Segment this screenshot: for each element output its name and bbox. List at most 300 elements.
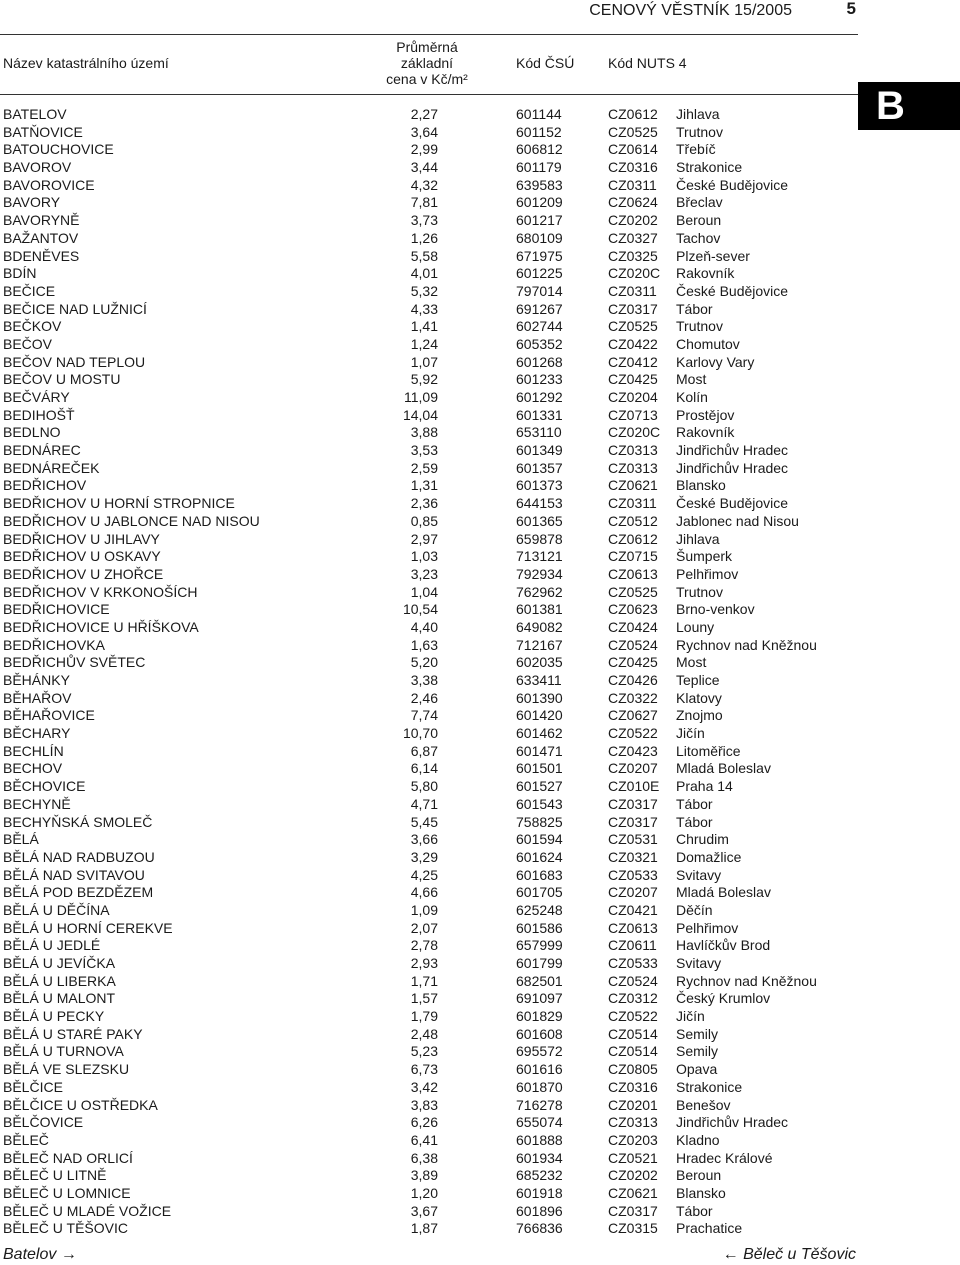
nuts-code: CZ0313 (608, 1114, 658, 1131)
table-row (0, 442, 858, 460)
csu-code: 601829 (516, 1008, 563, 1025)
nuts-code: CZ0713 (608, 406, 658, 423)
cadastral-name: BĚLÁ U LIBERKA (3, 972, 116, 989)
csu-code: 601217 (516, 212, 563, 229)
nuts-code: CZ0315 (608, 1220, 658, 1237)
cadastral-name: BĚCHOVICE (3, 778, 86, 795)
csu-code: 601799 (516, 955, 563, 971)
district-name: Třebíč (676, 141, 716, 158)
district-name: Rychnov nad Kněžnou (676, 972, 817, 989)
csu-code: 601373 (516, 477, 563, 494)
table-row (0, 265, 858, 283)
table-row (0, 159, 858, 177)
district-name: Opava (676, 1061, 718, 1078)
column-headers (0, 38, 858, 92)
base-price: 2,27 (410, 106, 438, 122)
nuts-code: CZ0202 (608, 212, 658, 229)
district-name: Šumperk (676, 548, 733, 565)
footer-last-entry-label: Běleč u Těšovic (743, 1246, 856, 1263)
cadastral-name: BAVOROVICE (3, 176, 95, 193)
table-row (0, 690, 858, 708)
table-row (0, 637, 858, 655)
cadastral-name: BEDŘICHOVICE (3, 601, 110, 618)
cadastral-name: BDÍN (3, 265, 37, 282)
nuts-code: CZ0311 (608, 176, 657, 193)
base-price: 7,81 (410, 194, 438, 211)
table-row (0, 194, 858, 212)
base-price: 2,99 (410, 141, 438, 158)
nuts-code: CZ0525 (608, 123, 658, 140)
table-row (0, 407, 858, 425)
cadastral-name: BECHYNĚ (3, 795, 71, 812)
cadastral-name: BEČVÁRY (3, 389, 70, 405)
nuts-code: CZ0311 (608, 282, 657, 299)
base-price: 3,66 (410, 831, 438, 848)
cadastral-name: BAŽANTOV (3, 229, 79, 246)
cadastral-name: BĚLÁ (3, 831, 39, 848)
table-row (0, 1079, 858, 1097)
base-price: 3,42 (410, 1078, 438, 1095)
nuts-code: CZ0321 (608, 848, 658, 865)
cadastral-name: BĚLÁ NAD RADBUZOU (3, 848, 155, 865)
district-name: Beroun (676, 1167, 722, 1184)
csu-code: 601705 (516, 884, 563, 901)
base-price: 4,40 (410, 618, 438, 635)
district-name: Strakonice (676, 1078, 743, 1095)
cadastral-name: BĚLÁ U DĚČÍNA (3, 901, 110, 918)
table-row (0, 831, 858, 849)
csu-code: 653110 (516, 424, 562, 441)
nuts-code: CZ0524 (608, 972, 658, 989)
cadastral-name: BEDŘICHOV U JABLONCE NAD NISOU (3, 512, 260, 529)
price-table (0, 106, 858, 1238)
csu-code: 601608 (516, 1025, 563, 1042)
header-rule-bottom (0, 94, 858, 95)
table-row (0, 318, 858, 336)
district-name: Znojmo (676, 707, 723, 724)
base-price: 4,25 (410, 866, 438, 883)
district-name: Svitavy (676, 866, 722, 883)
base-price: 4,66 (410, 884, 438, 901)
district-name: Tábor (676, 300, 713, 317)
nuts-code: CZ0611 (608, 937, 657, 954)
csu-code: 601233 (516, 371, 563, 388)
col-header-price-line3: cena v Kč/m² (386, 71, 468, 87)
table-row (0, 814, 858, 832)
col-header-nuts-code: Kód NUTS 4 (608, 55, 687, 71)
table-row (0, 1203, 858, 1221)
base-price: 5,32 (410, 282, 438, 299)
cadastral-name: BĚHAŘOVICE (3, 707, 95, 724)
csu-code: 625248 (516, 901, 563, 918)
district-name: Hradec Králové (676, 1149, 773, 1166)
csu-code: 602035 (516, 654, 563, 671)
base-price: 1,79 (410, 1008, 438, 1025)
district-name: Domažlice (676, 848, 742, 865)
base-price: 1,31 (410, 477, 438, 494)
table-row (0, 867, 858, 885)
nuts-code: CZ0322 (608, 689, 658, 706)
base-price: 3,53 (410, 442, 438, 459)
base-price: 7,74 (410, 707, 438, 724)
district-name: Tábor (676, 795, 713, 812)
district-name: Tachov (676, 229, 721, 246)
csu-code: 601888 (516, 1131, 563, 1148)
district-name: Jičín (676, 1008, 705, 1025)
table-row (0, 920, 858, 938)
nuts-code: CZ0613 (608, 565, 658, 582)
base-price: 1,26 (410, 229, 438, 246)
csu-code: 695572 (516, 1043, 563, 1060)
district-name: Jindřichův Hradec (676, 1114, 789, 1131)
cadastral-name: BĚLÁ U MALONT (3, 990, 116, 1007)
district-name: Plzeň-sever (676, 247, 750, 264)
page-header (0, 0, 858, 30)
cadastral-name: BĚHÁNKY (3, 672, 70, 688)
district-name: Praha 14 (676, 778, 733, 795)
nuts-code: CZ0424 (608, 618, 658, 635)
nuts-code: CZ0805 (608, 1061, 658, 1078)
nuts-code: CZ010E (608, 778, 660, 795)
section-letter-tab: B (858, 82, 960, 130)
cadastral-name: BEDŘICHOV U HORNÍ STROPNICE (3, 495, 235, 512)
csu-code: 601918 (516, 1184, 563, 1201)
cadastral-name: BEDŘICHOV U JIHLAVY (3, 530, 160, 547)
district-name: Pelhřimov (676, 565, 739, 582)
cadastral-name: BAVORY (3, 194, 61, 211)
nuts-code: CZ0207 (608, 760, 658, 777)
col-header-price-line2: základní (400, 55, 454, 71)
table-row (0, 230, 858, 248)
footer-last-entry (723, 1246, 856, 1264)
district-name: Teplice (676, 672, 720, 688)
district-name: Jičín (676, 725, 705, 742)
cadastral-name: BĚLÁ VE SLEZSKU (3, 1061, 130, 1078)
nuts-code: CZ0317 (608, 795, 658, 812)
cadastral-name: BĚLEČ U LOMNICE (3, 1184, 131, 1201)
csu-code: 601594 (516, 831, 563, 848)
district-name: Semily (676, 1043, 719, 1060)
cadastral-name: BĚLEČ U LITNĚ (3, 1167, 107, 1184)
base-price: 3,73 (410, 212, 438, 229)
col-header-price (374, 39, 480, 87)
table-row (0, 1132, 858, 1150)
table-row (0, 1097, 858, 1115)
table-row (0, 389, 858, 407)
cadastral-name: BEDŘICHOV (3, 477, 87, 494)
district-name: Děčín (676, 901, 713, 918)
csu-code: 601527 (516, 778, 563, 795)
table-row (0, 796, 858, 814)
base-price: 6,38 (410, 1149, 438, 1166)
district-name: Brno-venkov (676, 601, 755, 618)
nuts-code: CZ0412 (608, 353, 658, 370)
base-price: 1,07 (410, 353, 438, 370)
table-row (0, 106, 858, 124)
nuts-code: CZ0533 (608, 866, 658, 883)
district-name: Mladá Boleslav (676, 760, 771, 777)
table-row (0, 707, 858, 725)
table-row (0, 1114, 858, 1132)
table-row (0, 283, 858, 301)
district-name: Mladá Boleslav (676, 884, 771, 901)
csu-code: 601357 (516, 459, 563, 476)
cadastral-name: BEDŘICHOV V KRKONOŠÍCH (3, 583, 198, 600)
nuts-code: CZ0203 (608, 1131, 658, 1148)
district-name: Kolín (676, 389, 708, 405)
nuts-code: CZ0621 (608, 1184, 658, 1201)
cadastral-name: BĚLÁ U JEVÍČKA (3, 955, 116, 971)
csu-code: 601624 (516, 848, 563, 865)
nuts-code: CZ020C (608, 265, 661, 282)
table-row (0, 336, 858, 354)
nuts-code: CZ0623 (608, 601, 658, 618)
table-row (0, 849, 858, 867)
cadastral-name: BĚCHARY (3, 725, 71, 742)
table-row (0, 566, 858, 584)
base-price: 1,20 (410, 1184, 438, 1201)
csu-code: 712167 (516, 636, 563, 653)
cadastral-name: BĚLEČ NAD ORLICÍ (3, 1149, 133, 1166)
district-name: Jihlava (676, 530, 720, 547)
district-name: Havlíčkův Brod (676, 937, 771, 954)
nuts-code: CZ0514 (608, 1025, 658, 1042)
csu-code: 601381 (516, 601, 563, 618)
cadastral-name: BĚLEČ U MLADÉ VOŽICE (3, 1202, 172, 1219)
nuts-code: CZ0204 (608, 389, 658, 405)
table-row (0, 301, 858, 319)
csu-code: 797014 (516, 282, 563, 299)
csu-code: 682501 (516, 972, 563, 989)
base-price: 3,44 (410, 159, 438, 176)
table-row (0, 672, 858, 690)
base-price: 2,78 (410, 937, 438, 954)
cadastral-name: BEDLNO (3, 424, 61, 441)
csu-code: 601501 (516, 760, 563, 777)
table-row (0, 371, 858, 389)
cadastral-name: BEDNÁREC (3, 442, 81, 459)
district-name: Chrudim (676, 831, 729, 848)
csu-code: 601616 (516, 1061, 563, 1078)
base-price: 6,26 (410, 1114, 438, 1131)
cadastral-name: BEDIHOŠŤ (3, 406, 75, 423)
nuts-code: CZ0533 (608, 955, 658, 971)
nuts-code: CZ0207 (608, 884, 658, 901)
district-name: Rychnov nad Kněžnou (676, 636, 817, 653)
csu-code: 601179 (516, 159, 562, 176)
table-row (0, 513, 858, 531)
nuts-code: CZ0627 (608, 707, 658, 724)
cadastral-name: BEDNÁREČEK (3, 459, 100, 476)
base-price: 1,41 (410, 318, 438, 335)
base-price: 5,45 (410, 813, 438, 830)
district-name: Český Krumlov (676, 990, 771, 1007)
csu-code: 601292 (516, 389, 563, 405)
nuts-code: CZ0426 (608, 672, 658, 688)
base-price: 1,71 (410, 972, 438, 989)
district-name: Beroun (676, 212, 722, 229)
table-row (0, 973, 858, 991)
table-row (0, 424, 858, 442)
district-name: Pelhřimov (676, 919, 739, 936)
cadastral-name: BĚLÁ POD BEZDĚZEM (3, 884, 154, 901)
base-price: 6,87 (410, 742, 438, 759)
table-row (0, 990, 858, 1008)
table-row (0, 725, 858, 743)
csu-code: 657999 (516, 937, 563, 954)
table-row (0, 937, 858, 955)
base-price: 1,24 (410, 335, 438, 352)
district-name: Blansko (676, 477, 726, 494)
nuts-code: CZ0621 (608, 477, 658, 494)
nuts-code: CZ0614 (608, 141, 658, 158)
district-name: Rakovník (676, 265, 735, 282)
district-name: Břeclav (676, 194, 723, 211)
cadastral-name: BEČOV NAD TEPLOU (3, 353, 146, 370)
footer-first-entry-label: Batelov (3, 1246, 57, 1263)
district-name: Tábor (676, 1202, 713, 1219)
cadastral-name: BEČOV (3, 335, 53, 352)
table-row (0, 1185, 858, 1203)
nuts-code: CZ0313 (608, 459, 658, 476)
csu-code: 601225 (516, 265, 563, 282)
cadastral-name: BĚLČICE U OSTŘEDKA (3, 1096, 158, 1113)
base-price: 6,14 (410, 760, 438, 777)
csu-code: 691097 (516, 990, 563, 1007)
nuts-code: CZ0425 (608, 371, 658, 388)
district-name: Semily (676, 1025, 719, 1042)
nuts-code: CZ0521 (608, 1149, 658, 1166)
table-row (0, 955, 858, 973)
arrow-right-icon: → (60, 1246, 77, 1263)
district-name: Karlovy Vary (676, 353, 755, 370)
nuts-code: CZ0522 (608, 1008, 658, 1025)
table-row (0, 1043, 858, 1061)
csu-code: 601683 (516, 866, 563, 883)
base-price: 2,36 (410, 495, 438, 512)
cadastral-name: BĚLÁ U JEDLÉ (3, 937, 101, 954)
csu-code: 713121 (516, 548, 563, 565)
journal-title: CENOVÝ VĚSTNÍK 15/2005 (589, 2, 792, 19)
table-row (0, 884, 858, 902)
cadastral-name: BEČICE NAD LUŽNICÍ (3, 300, 147, 317)
district-name: Benešov (676, 1096, 731, 1113)
cadastral-name: BEDŘICHŮV SVĚTEC (3, 654, 146, 671)
cadastral-name: BEČICE (3, 282, 56, 299)
csu-code: 680109 (516, 229, 563, 246)
nuts-code: CZ0313 (608, 442, 658, 459)
district-name: Blansko (676, 1184, 726, 1201)
csu-code: 792934 (516, 565, 563, 582)
table-row (0, 902, 858, 920)
base-price: 5,80 (410, 778, 438, 795)
csu-code: 601462 (516, 725, 563, 742)
base-price: 3,67 (410, 1202, 438, 1219)
district-name: Litoměřice (676, 742, 741, 759)
district-name: Trutnov (676, 123, 723, 140)
csu-code: 601152 (516, 123, 562, 140)
district-name: Louny (676, 618, 715, 635)
csu-code: 605352 (516, 335, 563, 352)
table-row (0, 248, 858, 266)
table-row (0, 601, 858, 619)
table-row (0, 760, 858, 778)
cadastral-name: BDENĚVES (3, 247, 80, 264)
base-price: 11,09 (404, 389, 438, 405)
csu-code: 649082 (516, 618, 563, 635)
nuts-code: CZ0512 (608, 512, 658, 529)
nuts-code: CZ0325 (608, 247, 658, 264)
table-row (0, 654, 858, 672)
table-row (0, 584, 858, 602)
district-name: Most (676, 371, 707, 388)
table-row (0, 1026, 858, 1044)
base-price: 2,48 (410, 1025, 438, 1042)
district-name: Klatovy (676, 689, 722, 706)
base-price: 3,64 (410, 123, 438, 140)
nuts-code: CZ0612 (608, 530, 658, 547)
base-price: 10,54 (402, 601, 438, 618)
nuts-code: CZ020C (608, 424, 661, 441)
cadastral-name: BĚLEČ U TĚŠOVIC (3, 1220, 129, 1237)
base-price: 5,58 (410, 247, 438, 264)
cadastral-name: BEDŘICHOV U OSKAVY (3, 548, 161, 565)
table-row (0, 743, 858, 761)
col-header-price-line1: Průměrná (396, 39, 458, 55)
base-price: 2,97 (410, 530, 438, 547)
base-price: 4,32 (410, 176, 438, 193)
table-row (0, 1167, 858, 1185)
district-name: Svitavy (676, 955, 722, 971)
base-price: 3,38 (410, 672, 438, 688)
col-header-csu-code: Kód ČSÚ (516, 55, 575, 71)
csu-code: 762962 (516, 583, 563, 600)
nuts-code: CZ0327 (608, 229, 658, 246)
cadastral-name: BĚLČICE (3, 1078, 63, 1095)
nuts-code: CZ0317 (608, 300, 658, 317)
base-price: 1,09 (410, 901, 438, 918)
csu-code: 601268 (516, 353, 563, 370)
csu-code: 601543 (516, 795, 563, 812)
csu-code: 601420 (516, 707, 563, 724)
cadastral-name: BECHYŇSKÁ SMOLEČ (3, 813, 153, 830)
nuts-code: CZ0312 (608, 990, 658, 1007)
cadastral-name: BĚLEČ (3, 1131, 49, 1148)
table-row (0, 778, 858, 796)
footer-first-entry (3, 1246, 77, 1264)
header-rule-top (0, 34, 858, 35)
nuts-code: CZ0531 (608, 831, 658, 848)
nuts-code: CZ0423 (608, 742, 658, 759)
csu-code: 633411 (516, 672, 562, 688)
base-price: 5,20 (410, 654, 438, 671)
nuts-code: CZ0522 (608, 725, 658, 742)
nuts-code: CZ0316 (608, 1078, 658, 1095)
csu-code: 601934 (516, 1149, 563, 1166)
table-row (0, 619, 858, 637)
csu-code: 716278 (516, 1096, 563, 1113)
table-row (0, 1061, 858, 1079)
csu-code: 601331 (516, 406, 563, 423)
table-row (0, 141, 858, 159)
base-price: 4,71 (410, 795, 438, 812)
nuts-code: CZ0524 (608, 636, 658, 653)
base-price: 0,85 (410, 512, 438, 529)
district-name: Tábor (676, 813, 713, 830)
base-price: 4,01 (410, 265, 438, 282)
table-row (0, 177, 858, 195)
table-row (0, 1150, 858, 1168)
